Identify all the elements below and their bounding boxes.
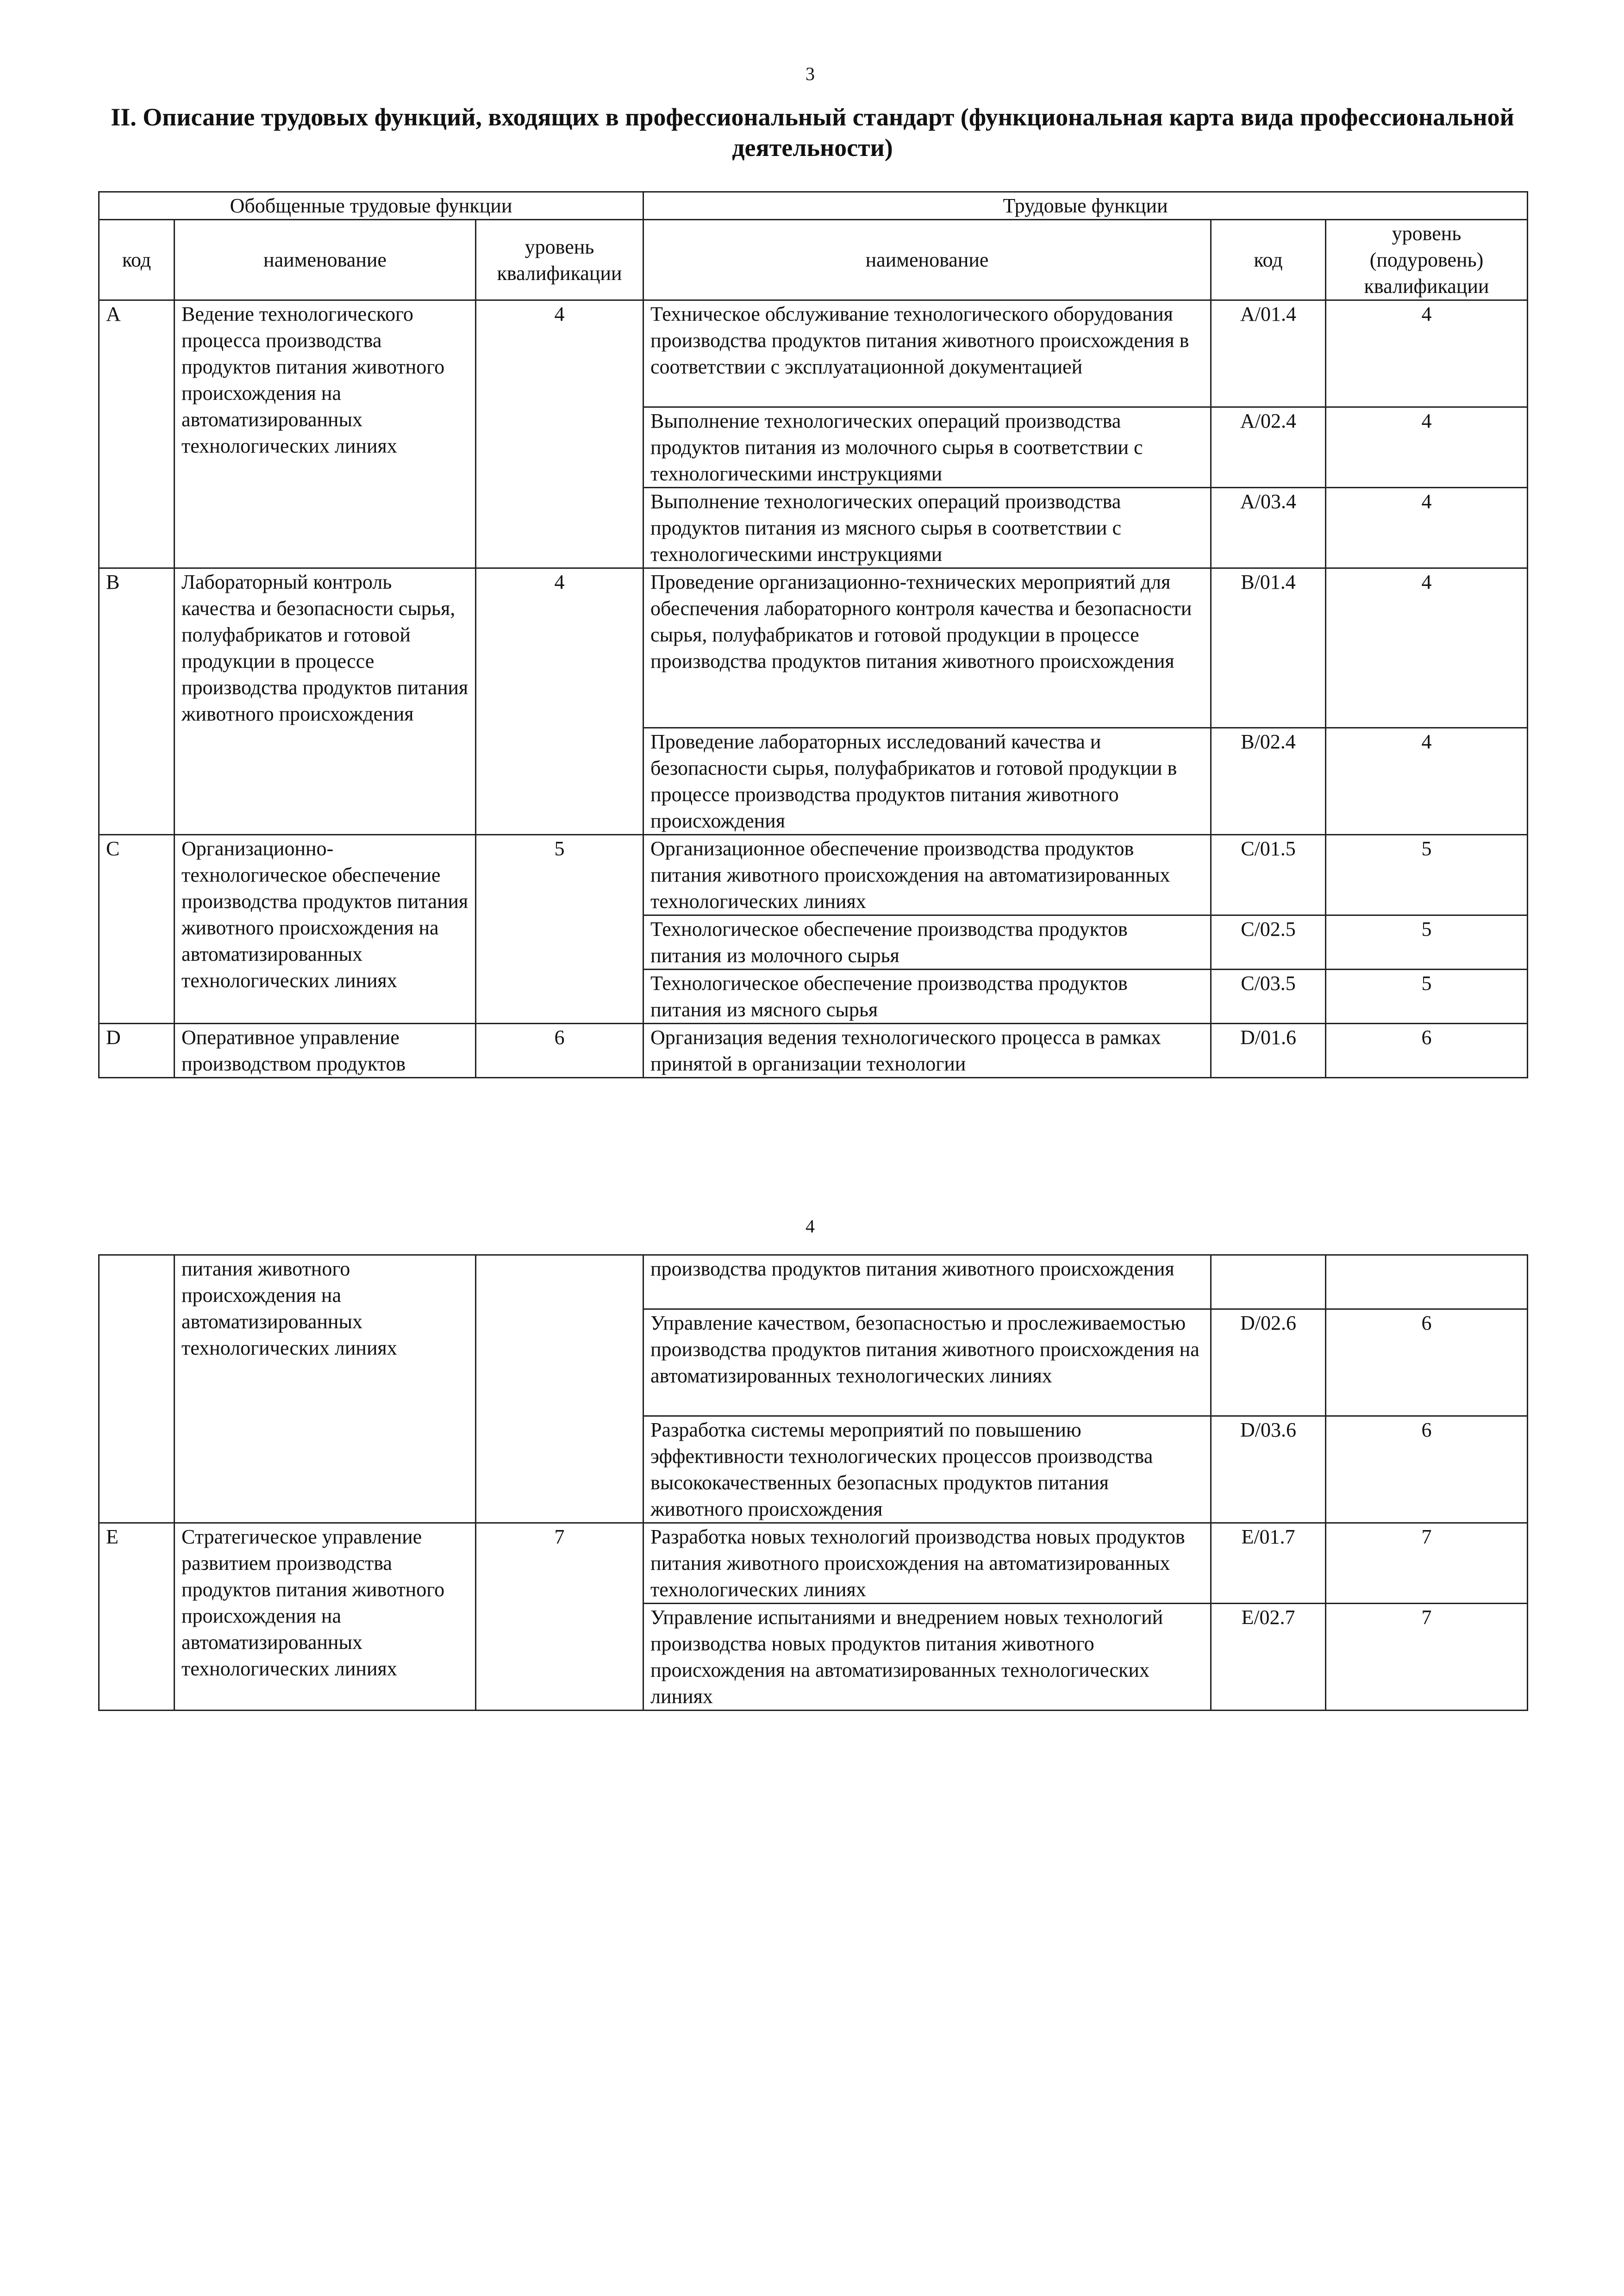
group-name: питания животного происхождения на автоматизированных технологических линиях: [175, 1255, 476, 1523]
function-name: Управление качеством, безопасностью и прослеживаемостью производства продуктов питания животного происхождения на автоматизированных технологических линиях: [643, 1309, 1211, 1416]
group-code: E: [99, 1523, 175, 1711]
functional-map-table-continued: [98, 1254, 1528, 1711]
function-code: A/01.4: [1211, 300, 1326, 407]
function-code-empty: [1211, 1255, 1326, 1309]
header-function-code: код: [1211, 220, 1326, 300]
function-code: B/01.4: [1211, 568, 1326, 728]
table-row: [99, 300, 1528, 407]
function-level: 6: [1326, 1024, 1528, 1078]
group-level: 5: [476, 835, 643, 1024]
function-name: Организационное обеспечение производства продуктов питания животного происхождения на автоматизированных технологических линиях: [643, 835, 1211, 915]
group-name: Стратегическое управление развитием производства продуктов питания животного происхождения на автоматизированных технологических линиях: [175, 1523, 476, 1711]
function-level: 4: [1326, 568, 1528, 728]
function-name: Техническое обслуживание технологического оборудования производства продуктов питания животного происхождения в соответствии с эксплуатационной документацией: [643, 300, 1211, 407]
function-name: Организация ведения технологического процесса в рамках принятой в организации технологии: [643, 1024, 1211, 1078]
function-level: 4: [1326, 300, 1528, 407]
function-name: Разработка новых технологий производства новых продуктов питания животного происхождения на автоматизированных технологических линиях: [643, 1523, 1211, 1604]
group-level: 6: [476, 1024, 643, 1078]
function-level: 4: [1326, 488, 1528, 568]
function-name: Проведение лабораторных исследований качества и безопасности сырья, полуфабрикатов и готовой продукции в процессе производства продуктов питания животного происхождения: [643, 728, 1211, 835]
function-code: A/03.4: [1211, 488, 1326, 568]
function-name: Технологическое обеспечение производства продуктов питания из молочного сырья: [643, 915, 1211, 970]
table-row: [99, 1523, 1528, 1604]
group-code: B: [99, 568, 175, 835]
group-name: Организационно-технологическое обеспечение производства продуктов питания животного происхождения на автоматизированных технологических линиях: [175, 835, 476, 1024]
function-name: Разработка системы мероприятий по повышению эффективности технологических процессов производства высококачественных безопасных продуктов питания животного происхождения: [643, 1416, 1211, 1523]
function-level: 5: [1326, 970, 1528, 1024]
function-level: 4: [1326, 728, 1528, 835]
group-level: 4: [476, 300, 643, 568]
function-name: Выполнение технологических операций производства продуктов питания из мясного сырья в соответствии с технологическими инструкциями: [643, 488, 1211, 568]
function-name: Управление испытаниями и внедрением новых технологий производства новых продуктов питания животного происхождения на автоматизированных технологических линиях: [643, 1604, 1211, 1711]
section-title: II. Описание трудовых функций, входящих в профессиональный стандарт (функциональная карта вида профессиональной деятельности): [111, 103, 1514, 162]
function-level: 7: [1326, 1604, 1528, 1711]
header-labor-functions: Трудовые функции: [643, 192, 1528, 220]
function-code: D/01.6: [1211, 1024, 1326, 1078]
function-level: 6: [1326, 1309, 1528, 1416]
page-number: 3: [806, 63, 815, 84]
group-name: Лабораторный контроль качества и безопасности сырья, полуфабрикатов и готовой продукции в процессе производства продуктов питания животного происхождения: [175, 568, 476, 835]
table-row: [99, 1255, 1528, 1309]
function-level: 6: [1326, 1416, 1528, 1523]
table-row: [99, 835, 1528, 915]
group-code: C: [99, 835, 175, 1024]
function-name: производства продуктов питания животного происхождения: [643, 1255, 1211, 1309]
function-code: B/02.4: [1211, 728, 1326, 835]
function-level: 5: [1326, 835, 1528, 915]
function-name: Выполнение технологических операций производства продуктов питания из молочного сырья в соответствии с технологическими инструкциями: [643, 407, 1211, 488]
group-level: 7: [476, 1523, 643, 1711]
function-code: C/03.5: [1211, 970, 1326, 1024]
header-function-name: наименование: [643, 220, 1211, 300]
table-row: [99, 568, 1528, 728]
table-row: [99, 1024, 1528, 1078]
function-level: 5: [1326, 915, 1528, 970]
function-level: 4: [1326, 407, 1528, 488]
function-code: E/01.7: [1211, 1523, 1326, 1604]
group-code: A: [99, 300, 175, 568]
group-name: Оперативное управление производством продуктов: [175, 1024, 476, 1078]
function-code: C/02.5: [1211, 915, 1326, 970]
header-level: уровень квалификации: [476, 220, 643, 300]
header-general-functions: Обобщенные трудовые функции: [99, 192, 643, 220]
function-code: A/02.4: [1211, 407, 1326, 488]
header-function-level: уровень (подуровень) квалификации: [1326, 220, 1528, 300]
group-level-empty: [476, 1255, 643, 1523]
group-name: Ведение технологического процесса производства продуктов питания животного происхождения на автоматизированных технологических линиях: [175, 300, 476, 568]
function-code: C/01.5: [1211, 835, 1326, 915]
functional-map-table: [98, 191, 1528, 1078]
group-level: 4: [476, 568, 643, 835]
group-code: D: [99, 1024, 175, 1078]
function-code: E/02.7: [1211, 1604, 1326, 1711]
function-level: 7: [1326, 1523, 1528, 1604]
header-code: код: [99, 220, 175, 300]
function-name: Проведение организационно-технических мероприятий для обеспечения лабораторного контроля качества и безопасности сырья, полуфабрикатов и готовой продукции в процессе производства продуктов питания животного происхождения: [643, 568, 1211, 728]
function-level-empty: [1326, 1255, 1528, 1309]
function-code: D/02.6: [1211, 1309, 1326, 1416]
function-name: Технологическое обеспечение производства продуктов питания из мясного сырья: [643, 970, 1211, 1024]
header-name: наименование: [175, 220, 476, 300]
function-code: D/03.6: [1211, 1416, 1326, 1523]
group-code-empty: [99, 1255, 175, 1523]
page-number: 4: [806, 1216, 815, 1237]
